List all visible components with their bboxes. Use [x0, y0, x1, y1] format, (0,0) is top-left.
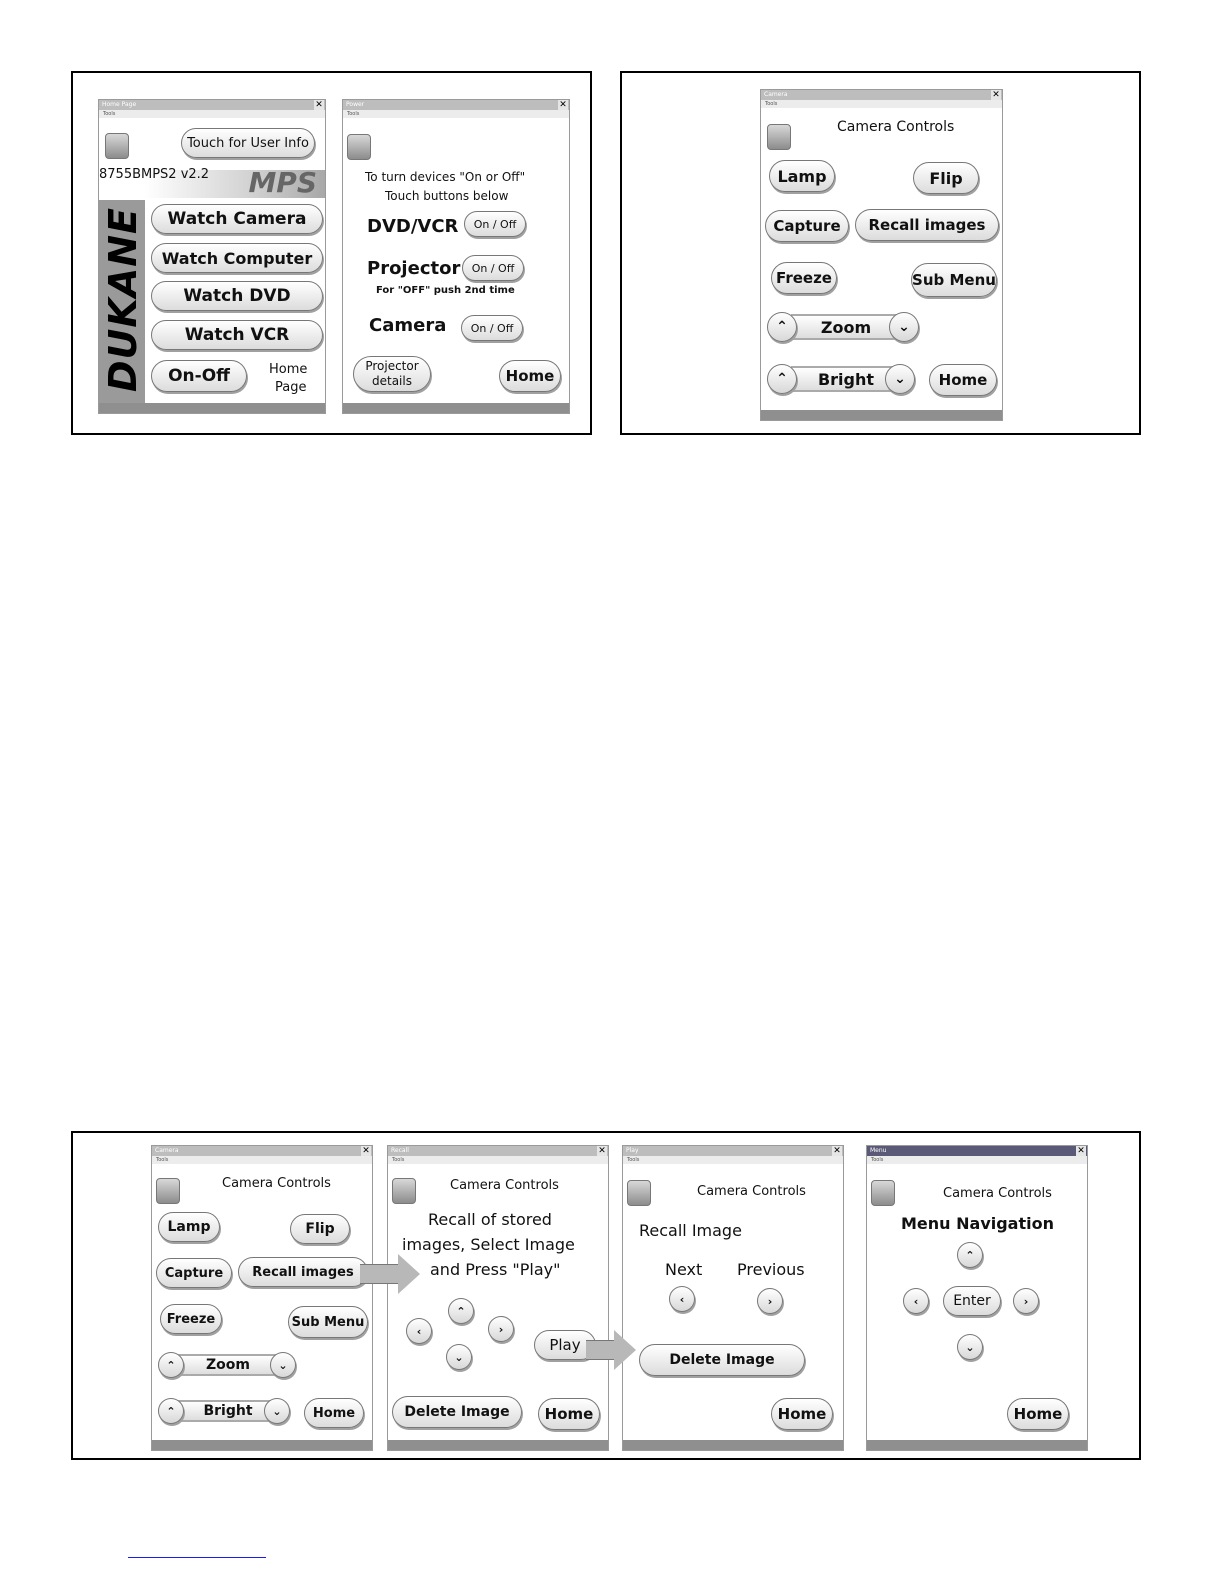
freeze-button[interactable]: Freeze: [160, 1304, 222, 1334]
camera-label: Camera: [369, 315, 447, 336]
device-icon: [347, 134, 371, 160]
menu-tools[interactable]: Tools: [627, 1157, 640, 1163]
user-info-button[interactable]: Touch for User Info: [181, 128, 315, 158]
recall-heading: Camera Controls: [450, 1178, 559, 1193]
home-screen: [98, 99, 326, 414]
bright-up-chevron-icon[interactable]: ⌃: [767, 364, 797, 394]
bright-slider[interactable]: [178, 1400, 278, 1422]
next-label: Next: [665, 1260, 703, 1279]
menu-tools[interactable]: Tools: [765, 101, 778, 107]
power-screen: [342, 99, 570, 414]
flip-button[interactable]: Flip: [290, 1214, 350, 1244]
close-icon[interactable]: ✕: [598, 1146, 606, 1156]
projector-details-line1: Projector: [365, 359, 419, 373]
menu-tools[interactable]: Tools: [156, 1157, 169, 1163]
footer-link-line: [128, 1557, 266, 1558]
close-icon[interactable]: ✕: [315, 100, 323, 110]
frame-workflow: [71, 1131, 1141, 1460]
menu-screen: [866, 1145, 1088, 1451]
previous-right-chevron-icon[interactable]: ›: [757, 1288, 783, 1314]
menu-menubar[interactable]: [867, 1156, 1087, 1164]
recall-instruction-line3: and Press "Play": [430, 1260, 561, 1279]
recall-footbar: [388, 1440, 608, 1450]
dvd-vcr-label: DVD/VCR: [367, 216, 459, 237]
power-footbar: [343, 403, 569, 413]
menu-footbar: [867, 1440, 1087, 1450]
camera-footbar: [761, 410, 1002, 420]
flow-arrow-play: [586, 1340, 614, 1360]
home-page-label-line2: Page: [275, 380, 307, 395]
frame-home-power: [71, 71, 592, 435]
camera-heading: Camera Controls: [837, 119, 955, 135]
device-icon: [392, 1178, 416, 1204]
camera-small-titlebar: [152, 1146, 372, 1156]
zoom-up-chevron-icon[interactable]: ⌃: [158, 1352, 184, 1378]
device-icon: [767, 124, 791, 150]
flip-button[interactable]: Flip: [913, 162, 979, 194]
home-footbar: [99, 403, 325, 413]
play-screen: [622, 1145, 844, 1451]
bright-label: Bright: [203, 1403, 253, 1419]
home-button[interactable]: Home: [771, 1398, 833, 1430]
recall-titlebar: [388, 1146, 608, 1156]
mps-badge: MPS: [248, 166, 317, 199]
up-chevron-icon[interactable]: ⌃: [448, 1298, 474, 1324]
right-chevron-icon[interactable]: ›: [488, 1316, 514, 1342]
play-button[interactable]: Play: [534, 1330, 596, 1360]
menu-tools[interactable]: Tools: [871, 1157, 884, 1163]
lamp-button[interactable]: Lamp: [769, 160, 835, 192]
home-button[interactable]: Home: [499, 360, 561, 392]
power-menubar[interactable]: [343, 110, 569, 118]
camera-titlebar: [761, 90, 1002, 100]
zoom-slider[interactable]: [178, 1354, 278, 1376]
zoom-label: Zoom: [820, 317, 872, 337]
camera-small-footbar: [152, 1440, 372, 1450]
capture-button[interactable]: Capture: [156, 1258, 232, 1288]
enter-button[interactable]: Enter: [943, 1286, 1001, 1316]
home-titlebar: [99, 100, 325, 110]
down-chevron-icon[interactable]: ⌄: [957, 1334, 983, 1360]
watch-vcr-button[interactable]: Watch VCR: [151, 320, 323, 350]
bright-up-chevron-icon[interactable]: ⌃: [158, 1398, 184, 1424]
close-icon[interactable]: ✕: [1077, 1146, 1085, 1156]
home-button[interactable]: Home: [929, 364, 997, 396]
menu-heading: Camera Controls: [943, 1186, 1052, 1201]
home-button[interactable]: Home: [304, 1398, 364, 1428]
home-menubar[interactable]: [99, 110, 325, 118]
delete-image-button[interactable]: Delete Image: [392, 1396, 522, 1428]
menu-titlebar: [867, 1146, 1087, 1156]
projector-label: Projector: [367, 258, 461, 279]
power-title: Power: [346, 101, 365, 108]
dvd-vcr-toggle-button[interactable]: On / Off: [464, 211, 526, 237]
close-icon[interactable]: ✕: [559, 100, 567, 110]
camera-screen-small: [151, 1145, 373, 1451]
device-icon: [871, 1180, 895, 1206]
zoom-down-chevron-icon[interactable]: ⌄: [889, 312, 919, 342]
up-chevron-icon[interactable]: ⌃: [957, 1242, 983, 1268]
left-chevron-icon[interactable]: ‹: [903, 1288, 929, 1314]
play-title: Play: [626, 1147, 639, 1154]
bright-label: Bright: [817, 369, 875, 389]
power-titlebar: [343, 100, 569, 110]
device-icon: [627, 1180, 651, 1206]
play-titlebar: [623, 1146, 843, 1156]
down-chevron-icon[interactable]: ⌄: [446, 1344, 472, 1370]
recall-images-button[interactable]: Recall images: [855, 209, 999, 241]
delete-image-button[interactable]: Delete Image: [639, 1344, 805, 1376]
close-icon[interactable]: ✕: [833, 1146, 841, 1156]
power-instruction-line1: To turn devices "On or Off": [365, 170, 526, 184]
camera-menubar[interactable]: [761, 100, 1002, 108]
close-icon[interactable]: ✕: [992, 90, 1000, 100]
freeze-button[interactable]: Freeze: [771, 262, 837, 294]
next-left-chevron-icon[interactable]: ‹: [669, 1286, 695, 1312]
projector-details-line2: details: [372, 374, 412, 388]
home-button[interactable]: Home: [538, 1398, 600, 1430]
home-title: Home Page: [102, 101, 137, 108]
flow-arrow-recall: [360, 1264, 398, 1284]
home-page-label-line1: Home: [269, 362, 308, 377]
menu-tools[interactable]: Tools: [392, 1157, 405, 1163]
power-instruction-line2: Touch buttons below: [385, 189, 509, 203]
camera-screen: [760, 89, 1003, 421]
play-menubar[interactable]: [623, 1156, 843, 1164]
watch-dvd-button[interactable]: Watch DVD: [151, 281, 323, 311]
watch-computer-button[interactable]: Watch Computer: [151, 243, 323, 273]
device-icon: [105, 133, 129, 159]
play-heading: Camera Controls: [697, 1184, 806, 1199]
recall-image-label: Recall Image: [639, 1221, 742, 1240]
camera-title: Camera: [764, 91, 788, 98]
frame-camera: [620, 71, 1141, 435]
menu-navigation-label: Menu Navigation: [901, 1214, 1054, 1233]
sub-menu-button[interactable]: Sub Menu: [288, 1306, 368, 1338]
recall-menubar[interactable]: [388, 1156, 608, 1164]
home-button[interactable]: Home: [1007, 1398, 1069, 1430]
model-label: 8755BMPS2 v2.2: [99, 167, 210, 182]
menu-tools[interactable]: Tools: [347, 111, 360, 117]
device-icon: [156, 1178, 180, 1204]
zoom-label: Zoom: [206, 1357, 250, 1373]
menu-tools[interactable]: Tools: [103, 111, 116, 117]
left-chevron-icon[interactable]: ‹: [406, 1318, 432, 1344]
menu-title: Menu: [870, 1147, 887, 1154]
zoom-slider[interactable]: [791, 314, 901, 340]
play-footbar: [623, 1440, 843, 1450]
projector-note: For "OFF" push 2nd time: [376, 285, 515, 296]
projector-toggle-button[interactable]: On / Off: [462, 255, 524, 281]
recall-title: Recall: [391, 1147, 409, 1154]
lamp-button[interactable]: Lamp: [158, 1212, 220, 1242]
recall-instruction-line2: images, Select Image: [402, 1235, 575, 1254]
zoom-down-chevron-icon[interactable]: ⌄: [270, 1352, 296, 1378]
capture-button[interactable]: Capture: [765, 210, 849, 242]
camera-small-menubar[interactable]: [152, 1156, 372, 1164]
close-icon[interactable]: ✕: [362, 1146, 370, 1156]
projector-details-button[interactable]: [353, 356, 431, 392]
sub-menu-button[interactable]: Sub Menu: [911, 263, 997, 297]
recall-screen: [387, 1145, 609, 1451]
on-off-button[interactable]: On-Off: [151, 360, 247, 392]
watch-camera-button[interactable]: Watch Camera: [151, 204, 323, 234]
camera-toggle-button[interactable]: On / Off: [461, 315, 523, 341]
zoom-up-chevron-icon[interactable]: ⌃: [767, 312, 797, 342]
camera-small-title: Camera: [155, 1147, 179, 1154]
brand-logo: DUKANE: [101, 206, 145, 392]
recall-images-button[interactable]: Recall images: [238, 1257, 368, 1287]
camera-small-heading: Camera Controls: [222, 1176, 331, 1191]
bright-down-chevron-icon[interactable]: ⌄: [264, 1398, 290, 1424]
previous-label: Previous: [737, 1260, 805, 1279]
recall-instruction-line1: Recall of stored: [428, 1210, 552, 1229]
right-chevron-icon[interactable]: ›: [1013, 1288, 1039, 1314]
bright-down-chevron-icon[interactable]: ⌄: [885, 364, 915, 394]
